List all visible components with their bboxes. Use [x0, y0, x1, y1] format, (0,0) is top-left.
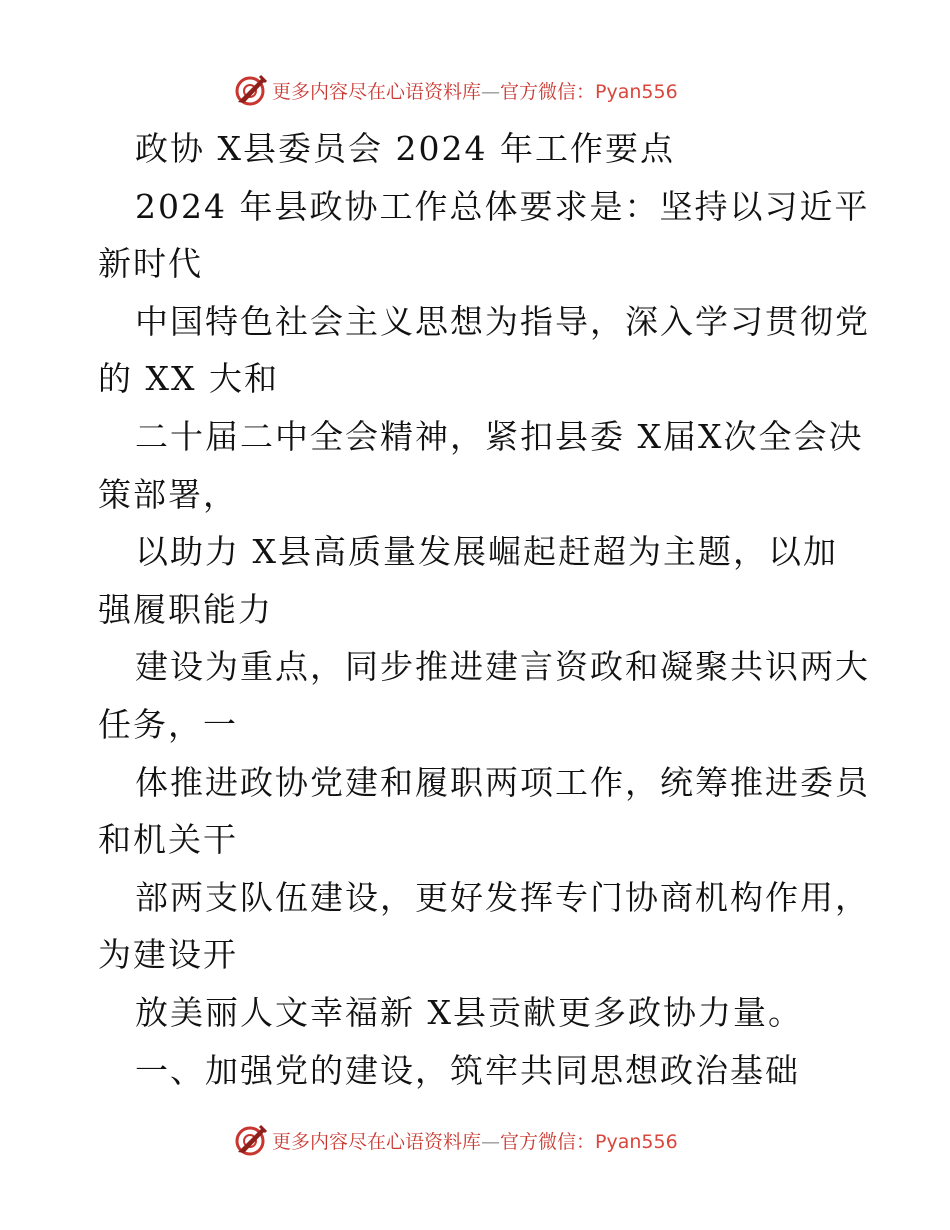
- banner-promo-text: 更多内容尽在心语资料库: [272, 80, 482, 103]
- banner-separator: —: [481, 80, 501, 103]
- text-line: 部两支队伍建设，更好发挥专门协商机构作用，: [135, 877, 870, 917]
- text-line: 放美丽人文幸福新 X县贡献更多政协力量。: [135, 992, 803, 1032]
- banner-official-label: 官方微信：: [500, 1130, 596, 1153]
- text-line: 和机关干: [98, 820, 238, 860]
- header-banner: [232, 70, 678, 110]
- brush-pen-logo-icon: [232, 72, 268, 108]
- banner-text: [272, 77, 678, 104]
- text-line: 强履职能力: [98, 589, 273, 629]
- text-line: 策部署，: [98, 474, 238, 514]
- text-line: 二十届二中全会精神，紧扣县委 X届X次全会决: [135, 416, 864, 456]
- text-line: 任务，一: [98, 704, 238, 744]
- text-line: 建设为重点，同步推进建言资政和凝聚共识两大: [135, 647, 870, 687]
- text-line: 新时代: [98, 244, 203, 284]
- text-line: 2024 年县政协工作总体要求是：坚持以习近平: [135, 186, 870, 226]
- banner-separator: —: [481, 1130, 501, 1153]
- brush-pen-logo-icon: [232, 1122, 268, 1158]
- document-body: [98, 120, 878, 1099]
- text-line: 一、加强党的建设，筑牢共同思想政治基础: [135, 1050, 800, 1090]
- text-line: 以助力 X县高质量发展崛起赶超为主题，以加: [135, 532, 838, 572]
- text-line: 体推进政协党建和履职两项工作，统筹推进委员: [135, 762, 870, 802]
- banner-wechat-id: Pyan556: [595, 80, 678, 103]
- text-line: 为建设开: [98, 935, 238, 975]
- text-line: 中国特色社会主义思想为指导，深入学习贯彻党: [135, 301, 870, 341]
- banner-promo-text: 更多内容尽在心语资料库: [272, 1130, 482, 1153]
- banner-official-label: 官方微信：: [500, 80, 596, 103]
- banner-wechat-id: Pyan556: [595, 1130, 678, 1153]
- text-line: 的 XX 大和: [98, 359, 279, 399]
- footer-banner: [232, 1120, 678, 1160]
- banner-text: [272, 1127, 678, 1154]
- document-title: 政协 X县委员会 2024 年工作要点: [135, 129, 675, 168]
